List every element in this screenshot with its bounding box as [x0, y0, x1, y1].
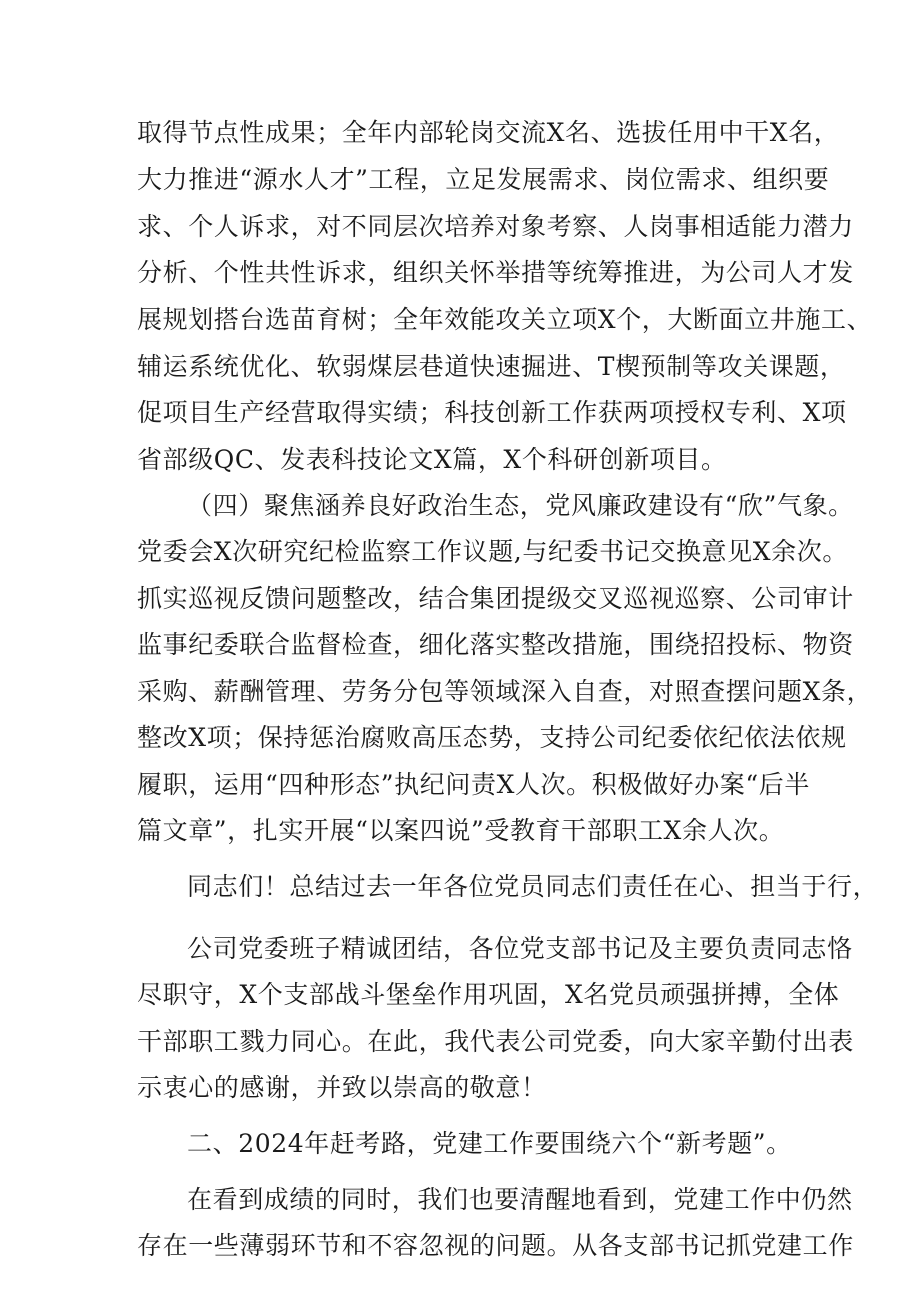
text-line: 促项目生产经营取得实绩；科技创新工作获两项授权专利、X项: [137, 398, 847, 427]
text-line: 同志们！总结过去一年各位党员同志们责任在心、担当于行，: [187, 872, 879, 901]
text-line: 大力推进“源水人才”工程，立足发展需求、岗位需求、组织要: [137, 165, 830, 194]
text-line: 篇文章”，扎实开展“以案四说”受教育干部职工X余人次。: [137, 816, 785, 845]
text-line: 抓实巡视反馈问题整改，结合集团提级交叉巡视巡察、公司审计: [137, 584, 854, 613]
section-heading: 二、2024年赶考路，党建工作要围绕六个“新考题”。: [187, 1129, 792, 1158]
text-line: 示衷心的感谢，并致以崇高的敬意！: [137, 1073, 547, 1102]
text-line: 党委会X次研究纪检监察工作议题,与纪委书记交换意见X余次。: [137, 537, 848, 566]
text-line: 辅运系统优化、软弱煤层巷道快速掘进、T楔预制等攻关课题，: [137, 352, 846, 381]
text-line: 省部级QC、发表科技论文X篇，X个科研创新项目。: [137, 445, 727, 474]
text-line: 整改X项；保持惩治腐败高压态势，支持公司纪委依纪依法依规: [137, 723, 847, 752]
text-line: 取得节点性成果；全年内部轮岗交流X名、选拔任用中干X名，: [137, 118, 840, 147]
section-heading: （四）聚焦涵养良好政治生态，党风廉政建设有“欣”气象。: [187, 491, 854, 520]
text-line: 存在一些薄弱环节和不容忽视的问题。从各支部书记抓党建工作: [137, 1231, 854, 1260]
text-line: 监事纪委联合监督检查，细化落实整改措施，围绕招投标、物资: [137, 630, 854, 659]
text-line: 履职，运用“四种形态”执纪问责X人次。积极做好办案“后半: [137, 770, 810, 799]
text-line: 尽职守，X个支部战斗堡垒作用巩固，X名党员顽强拼搏，全体: [137, 980, 840, 1009]
text-line: 公司党委班子精诚团结，各位党支部书记及主要负责同志恪: [187, 934, 853, 963]
text-line: 在看到成绩的同时，我们也要清醒地看到，党建工作中仍然: [187, 1185, 853, 1214]
text-line: 分析、个性共性诉求，组织关怀举措等统筹推进，为公司人才发: [137, 258, 854, 287]
text-line: 求、个人诉求，对不同层次培养对象考察、人岗事相适能力潜力: [137, 212, 854, 241]
text-line: 展规划搭台选苗育树；全年效能攻关立项X个，大断面立井施工、: [137, 305, 873, 334]
text-line: 干部职工戮力同心。在此，我代表公司党委，向大家辛勤付出表: [137, 1027, 854, 1056]
text-line: 采购、薪酬管理、劳务分包等领域深入自查，对照查摆问题X条，: [137, 677, 873, 706]
